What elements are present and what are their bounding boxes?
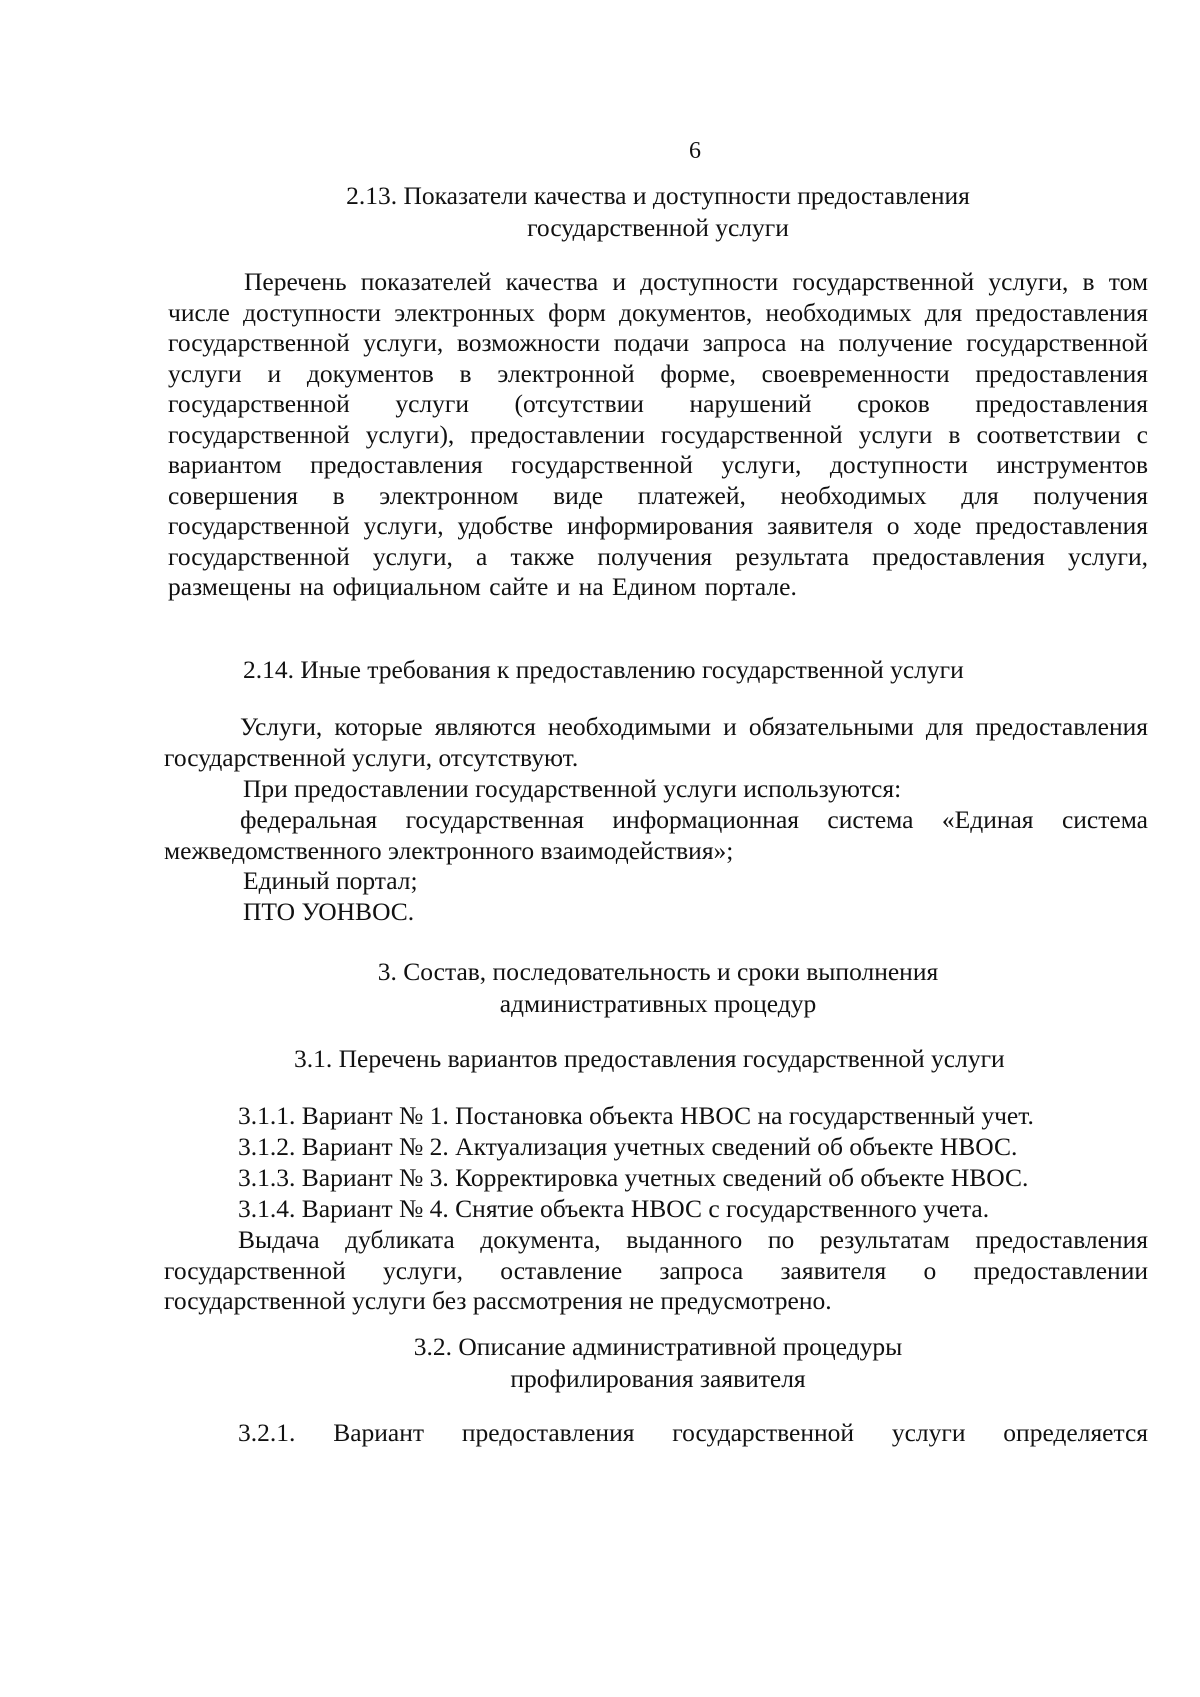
section-2-14-paragraph-2: При предоставлении государственной услуги используются: [243,774,902,803]
section-2-13-title-line2: государственной услуги [527,213,789,242]
page-number: 6 [689,138,701,164]
section-3-2-title [168,1331,1148,1395]
variant-item-4: 3.1.4. Вариант № 4. Снятие объекта НВОС с государственного учета. [238,1194,990,1223]
section-3-2-title-line2: профилирования заявителя [510,1364,806,1393]
section-2-14-title [243,654,964,686]
variant-item-3: 3.1.3. Вариант № 3. Корректировка учетных сведений об объекте НВОС. [238,1163,1029,1192]
section-3-1-paragraph: Выдача дубликата документа, выданного по результатам предоставления государственной услуги, оставление запроса заявителя о предоставлении государственной услуги без рассмотрения не предусмотрено. [164,1225,1148,1315]
section-3-title-line2: административных процедур [499,989,817,1018]
section-3-title [168,956,1148,1020]
section-2-13-title-line1: 2.13. Показатели качества и доступности предоставления [346,181,970,210]
section-2-14-paragraph-5: ПТО УОНВОС. [243,897,415,926]
section-3-2-title-line1: 3.2. Описание административной процедуры [413,1332,903,1361]
section-3-2-paragraph-start: 3.2.1. Вариант предоставления государственной услуги определяется [238,1418,1148,1447]
variant-item-2: 3.1.2. Вариант № 2. Актуализация учетных сведений об объекте НВОС. [238,1132,1018,1161]
section-2-14-paragraph-3: федеральная государственная информационная система «Единая система межведомственного электронного взаимодействия»; [164,805,1148,865]
section-3-1-title [294,1043,1005,1075]
section-2-13-paragraph: Перечень показателей качества и доступности государственной услуги, в том числе доступности электронных форм документов, необходимых для предоставления государственной услуги, возможности подачи запроса на получение государственной услуги и документов в электронной форме, своевременности предоставления государственной услуги (отсутствии нарушений сроков предоставления государственной услуги), предоставлении государственной услуги в соответствии с вариантом предоставления государственной услуги, доступности инструментов совершения в электронном виде платежей, необходимых для получения государственной услуги, удобстве информирования заявителя о ходе предоставления государственной услуги, а также получения результата предоставления услуги, размещены на официальном сайте и на Едином портале. [168,267,1148,601]
section-3-1-title-text: 3.1. Перечень вариантов предоставления государственной услуги [294,1044,1005,1073]
section-2-14-paragraph-4: Единый портал; [243,866,418,895]
section-2-13-title [168,180,1148,244]
section-2-14-paragraph-1: Услуги, которые являются необходимыми и обязательными для предоставления государственной услуги, отсутствуют. [164,712,1148,772]
section-2-14-title-text: 2.14. Иные требования к предоставлению государственной услуги [243,655,964,684]
section-3-title-line1: 3. Состав, последовательность и сроки выполнения [377,957,939,986]
variant-item-1: 3.1.1. Вариант № 1. Постановка объекта НВОС на государственный учет. [238,1101,1034,1130]
